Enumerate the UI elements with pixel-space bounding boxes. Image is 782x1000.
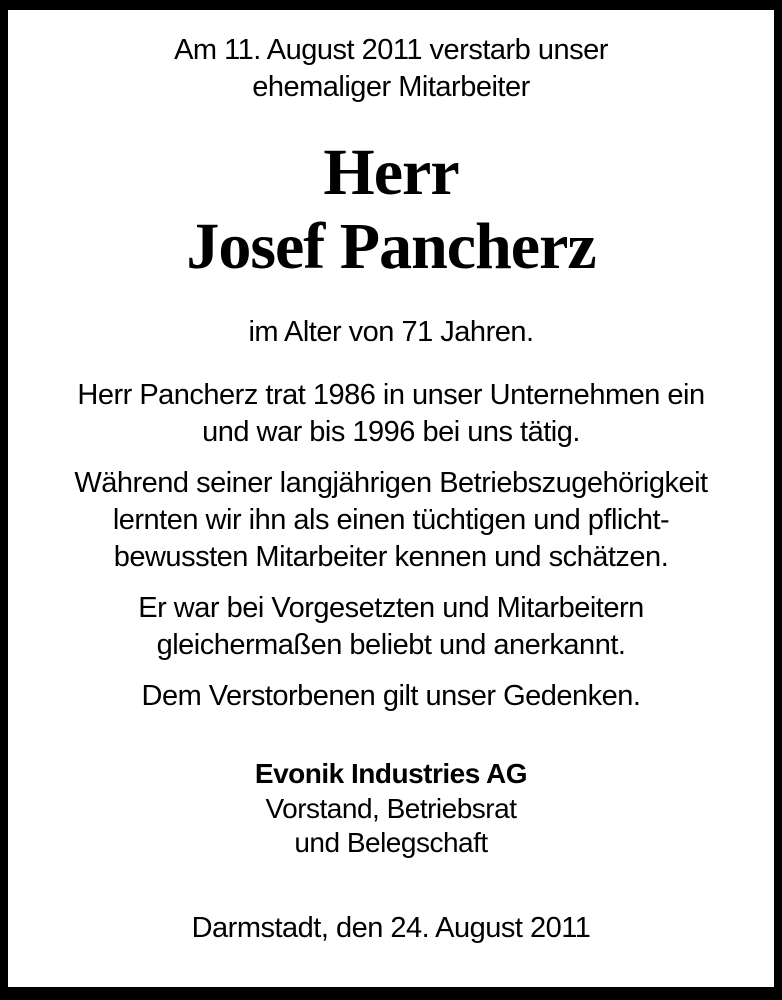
body-line: Herr Pancherz trat 1986 in unser Unternehmen ein	[77, 379, 705, 411]
intro-text	[8, 32, 774, 106]
signature-line-2: und Belegschaft	[294, 827, 488, 858]
obituary-body	[8, 377, 774, 715]
body-line: gleichermaßen beliebt und anerkannt.	[156, 629, 626, 661]
body-line: Während seiner langjährigen Betriebszugehörigkeit	[74, 467, 708, 499]
intro-line-2: ehemaliger Mitarbeiter	[252, 71, 530, 103]
obituary-sheet	[8, 10, 774, 987]
body-line: bewussten Mitarbeiter kennen und schätzen.	[113, 541, 669, 573]
deceased-name-block	[8, 136, 774, 284]
deceased-salutation: Herr	[323, 136, 459, 209]
signature-line-1: Vorstand, Betriebsrat	[265, 793, 517, 824]
intro-line-1: Am 11. August 2011 verstarb unser	[174, 34, 608, 66]
signature-block	[8, 755, 774, 860]
body-line: und war bis 1996 bei uns tätig.	[202, 416, 580, 448]
company-name: Evonik Industries AG	[254, 758, 528, 789]
body-line: Er war bei Vorgesetzten und Mitarbeitern	[138, 592, 644, 624]
body-line: lernten wir ihn als einen tüchtigen und pflicht-	[112, 504, 670, 536]
paragraph-remembrance	[8, 678, 774, 715]
dateline: Darmstadt, den 24. August 2011	[191, 912, 591, 944]
paragraph-tenure	[8, 465, 774, 576]
body-line: Dem Verstorbenen gilt unser Gedenken.	[141, 680, 641, 712]
paragraph-esteem	[8, 590, 774, 664]
age-line: im Alter von 71 Jahren.	[248, 316, 534, 348]
deceased-name: Josef Pancherz	[186, 210, 596, 283]
paragraph-entry	[8, 377, 774, 451]
